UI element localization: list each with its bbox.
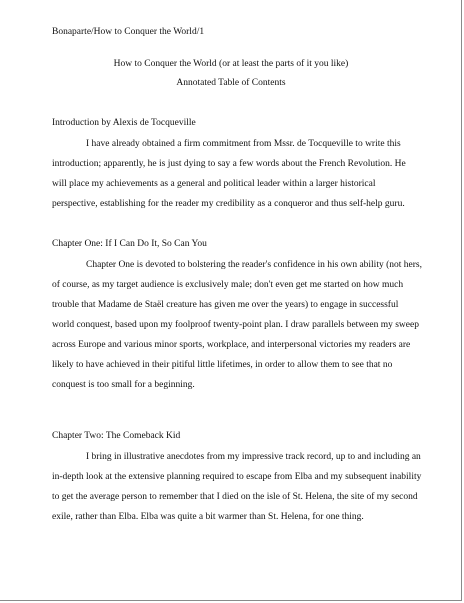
document-subtitle: Annotated Table of Contents [176,78,286,88]
paragraph-line: will place my achievements as a general and political leader within a larger historical [52,179,376,189]
paragraph-line: across Europe and various minor sports, workplace, and interpersonal victories my readers are [52,340,411,350]
document-title: How to Conquer the World (or at least the parts of it you like) [113,59,349,69]
section-heading-chapter-two: Chapter Two: The Comeback Kid [52,431,181,441]
paragraph-line: I bring in illustrative anecdotes from my impressive track record, up to and including an [86,452,421,462]
paragraph-line: exile, rather than Elba. Elba was quite a bit warmer than St. Helena, for one thing. [52,512,364,522]
paragraph-line: likely to have achieved in their pitiful little lifetimes, in order to allow them to see that no [52,360,393,370]
paragraph-line: world conquest, based upon my foolproof twenty-point plan. I draw parallels between my sweep [52,320,419,330]
paragraph-line: Chapter One is devoted to bolstering the reader's confidence in his own ability (not hers, [86,260,422,270]
section-heading-chapter-one: Chapter One: If I Can Do It, So Can You [52,239,207,249]
paragraph-line: I have already obtained a firm commitment from Mssr. de Tocqueville to write this [86,139,401,149]
paragraph-line: in-depth look at the extensive planning required to escape from Elba and my subsequent inability [52,472,422,482]
paragraph-line: conquest is too small for a beginning. [52,380,195,390]
paragraph-line: introduction; apparently, he is just dying to say a few words about the French Revolution. He [52,159,406,169]
paragraph-line: of course, as my target audience is exclusively male; don't even get me started on how much [52,280,404,290]
running-head: Bonaparte/How to Conquer the World/1 [52,27,205,37]
paragraph-line: to get the average person to remember that I died on the isle of St. Helena, the site of my second [52,492,418,502]
section-heading-introduction: Introduction by Alexis de Tocqueville [52,118,196,128]
paragraph-line: perspective, establishing for the reader my credibility as a conqueror and thus self-help guru. [52,199,405,209]
paragraph-line: trouble that Madame de Staël creature has given me over the years) to engage in successful [52,300,399,310]
